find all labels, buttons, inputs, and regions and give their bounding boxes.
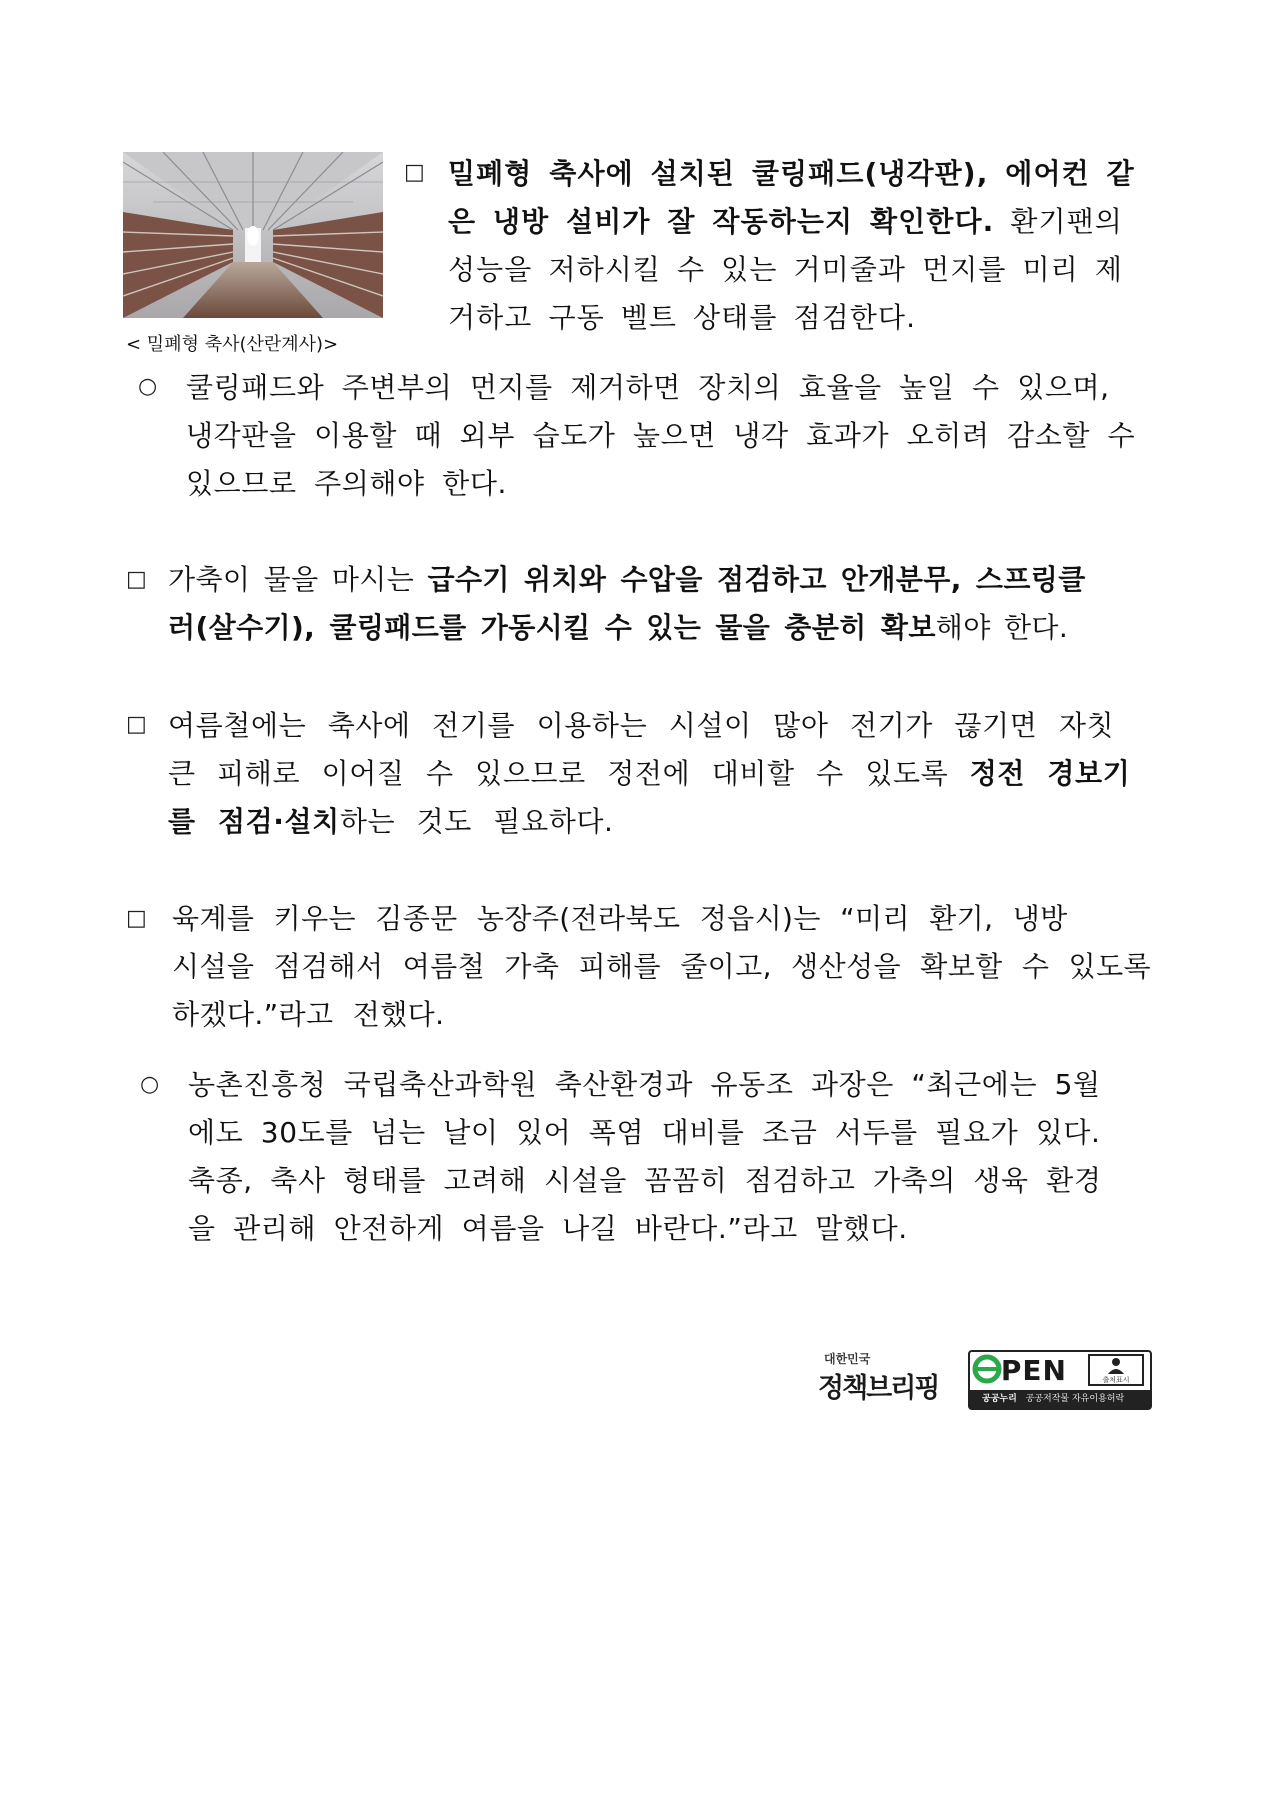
text-line [172,943,1168,991]
text-line [168,604,1168,652]
text-line [168,798,1168,846]
text-line [188,1157,1168,1205]
bold-text: 은 냉방 설비가 잘 작동하는지 확인한다. [448,205,995,238]
section-4-text [168,702,1168,846]
text-segment: 거하고 구동 벨트 상태를 점검한다. [448,301,917,334]
logo-top-text: 대한민국 [824,1352,871,1366]
open-text-label: PEN [1000,1354,1067,1387]
logo-main-text: 정책브리핑 [818,1373,939,1404]
open-sub-bold: 공공누리 [982,1394,1017,1404]
text-segment: 해야 한다. [935,611,1069,644]
text-segment: 농촌진흥청 국립축산과학원 축산환경과 유동조 과장은 “최근에는 5월 [188,1068,1101,1101]
text-segment: 을 관리해 안전하게 여름을 나길 바란다.”라고 말했다. [188,1212,908,1245]
bold-text: 를 점검·설치 [168,805,340,838]
text-line [448,198,1168,246]
text-segment: 하겠다.”라고 전했다. [172,998,445,1031]
text-line [448,294,1168,342]
text-segment: 여름철에는 축사에 전기를 이용하는 시설이 많아 전기가 끊기면 자칫 [168,709,1115,742]
open-sub: 공공저작물 자유이용허락 [1025,1394,1125,1404]
text-line [188,1061,1168,1109]
text-line [168,750,1168,798]
section-2-marker: ○ [138,374,158,399]
text-line [448,150,1168,198]
text-line [186,460,1168,508]
text-line [448,246,1168,294]
section-3-marker: □ [126,567,147,592]
text-segment: 가축이 물을 마시는 [168,563,428,596]
text-segment: 환기팬의 [994,205,1123,238]
henhouse-illustration [123,152,383,318]
bold-text: 밀폐형 축사에 설치된 쿨링패드(냉각판), 에어컨 같 [448,157,1135,190]
text-segment: 하는 것도 필요하다. [339,805,614,838]
text-line [186,364,1168,412]
section-4-marker: □ [126,712,147,737]
text-line [188,1109,1168,1157]
open-text [976,1354,1067,1387]
section-1-marker: □ [404,160,425,185]
text-line [186,412,1168,460]
section-5-marker: □ [126,906,147,931]
text-segment: 있으므로 주의해야 한다. [186,467,507,500]
text-segment: 냉각판을 이용할 때 외부 습도가 높으면 냉각 효과가 오히려 감소할 수 [186,419,1136,452]
bold-text: 급수기 위치와 수압을 점검하고 안개분무, 스프링클 [427,563,1086,596]
attribution-icon [1088,1354,1144,1386]
text-segment: 시설을 점검해서 여름철 가축 피해를 줄이고, 생산성을 확보할 수 있도록 [172,950,1151,983]
henhouse-photo [123,152,383,318]
photo-caption: < 밀폐형 축사(산란계사)> [126,334,339,355]
text-segment: 큰 피해로 이어질 수 있으므로 정전에 대비할 수 있도록 [168,757,970,790]
text-line [188,1205,1168,1253]
text-line [172,895,1168,943]
attribution-label: 출처표시 [1102,1376,1130,1384]
text-line [172,991,1168,1039]
section-1-text [448,150,1168,342]
text-segment: 성능을 저하시킬 수 있는 거미줄과 먼지를 미리 제 [448,253,1123,286]
section-3-text [168,556,1168,652]
text-line [168,702,1168,750]
bold-text: 러(살수기), 쿨링패드를 가동시킬 수 있는 물을 충분히 확보 [168,611,936,644]
section-6-text [188,1061,1168,1253]
bold-text: 정전 경보기 [969,757,1131,790]
section-6-marker: ○ [140,1072,160,1097]
text-segment: 축종, 축사 형태를 고려해 시설을 꼼꼼히 점검하고 가축의 생육 환경 [188,1164,1102,1197]
text-segment: 쿨링패드와 주변부의 먼지를 제거하면 장치의 효율을 높일 수 있으며, [186,371,1110,404]
section-2-text [186,364,1168,508]
text-segment: 육계를 키우는 김종문 농장주(전라북도 정읍시)는 “미리 환기, 냉방 [172,902,1068,935]
text-segment: 에도 30도를 넘는 날이 있어 폭염 대비를 조금 서두를 필요가 있다. [188,1116,1101,1149]
kogl-open-badge [968,1350,1154,1412]
text-line [168,556,1168,604]
policy-briefing-logo [818,1348,958,1414]
section-5-text [172,895,1168,1039]
